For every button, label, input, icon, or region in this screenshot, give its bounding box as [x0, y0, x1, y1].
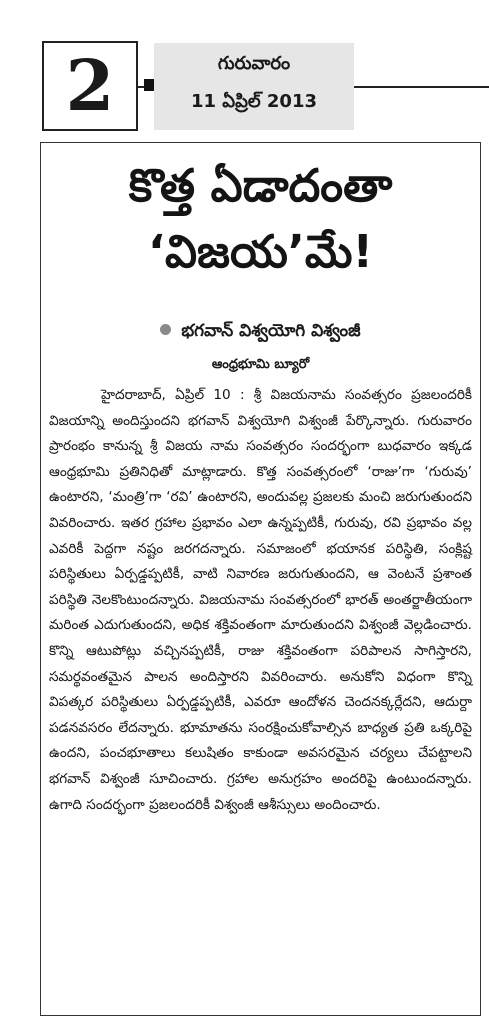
- speaker-byline: [41, 321, 480, 345]
- bullet-icon: [160, 324, 171, 335]
- date-label: 11 ఏప్రిల్ 2013: [190, 91, 318, 112]
- article-box: [40, 142, 481, 1016]
- article-body: హైదరాబాద్, ఏప్రిల్ 10 : శ్రీ విజయనామ సంవత్సరం ప్రజలందరికీ విజయాన్ని అందిస్తుందని భగవాన్ విశ్వయోగి విశ్వంజీ పేర్కొన్నారు. గురువారం ప్రారంభం కానున్న శ్రీ విజయ నామ సంవత్సరం సందర్భంగా బుధవారం ఇక్కడ ఆంధ్రభూమి ప్రతినిధితో మాట్లాడారు. కొత్త సంవత్సరంలో ‘రాజు’గా ‘గురువు’ ఉంటారని, ‘మంత్రి’గా ‘రవి’ ఉంటారని, అందువల్ల ప్రజలకు మంచి జరుగుతుందని వివరించారు. ఇతర గ్రహాల ప్రభావం ఎలా ఉన్నప్పటికీ, గురువు, రవి ప్రభావం వల్ల ఎవరికీ పెద్దగా నష్టం జరగదన్నారు. సమాజంలో భయానక పరిస్థితి, సంక్లిష్ట పరిస్థితులు ఏర్పడ్డప్పటికీ, వాటి నివారణ జరుగుతుందని, ఆ వెంటనే ప్రశాంత పరిస్థితి నెలకొంటుందన్నారు. విజయనామ సంవత్సరంలో భారత్ అంతర్జాతీయంగా మరింత ఎదుగుతుందని, అధిక శక్తివంతంగా మారుతుందని విశ్వంజీ వెల్లడించారు. కొన్ని ఆటుపోట్లు వచ్చినప్పటికీ, రాజు శక్తివంతంగా పరిపాలన సాగిస్తారని, సమర్థవంతమైన పాలన అందిస్తారని వివరించారు. అనుకోని విధంగా కొన్ని విపత్కర పరిస్థితులు ఏర్పడ్డప్పటికీ, ఎవరూ ఆందోళన చెందనక్కర్లేదని, ఆదుర్దా పడనవసరం లేదన్నారు. భూమాతను సంరక్షించుకోవాల్సిన బాధ్యత ప్రతి ఒక్కరిపై ఉందని, పంచభూతాలు కలుషితం కాకుండా అవసరమైన చర్యలు చేపట్టాలని భగవాన్ విశ్వంజీ సూచించారు. గ్రహాల అనుగ్రహం అందరిపై ఉంటుందన్నారు. ఉగాది సందర్భంగా ప్రజలందరికీ విశ్వంజీ ఆశీస్సులు అందించారు.: [49, 387, 472, 813]
- header-rule-right: [354, 86, 489, 88]
- article-headline: కొత్త ఏడాదంతా ‘విజయ’మే!: [128, 159, 393, 278]
- speaker-name: భగవాన్ విశ్వయోగి విశ్వంజీ: [181, 321, 361, 341]
- page-number-box: [42, 41, 138, 131]
- dateline-box: [154, 43, 354, 130]
- page-number: 2: [65, 44, 115, 127]
- weekday-label: గురువారం: [217, 53, 291, 74]
- bureau-credit: ఆంధ్రభూమి బ్యూరో: [211, 357, 310, 372]
